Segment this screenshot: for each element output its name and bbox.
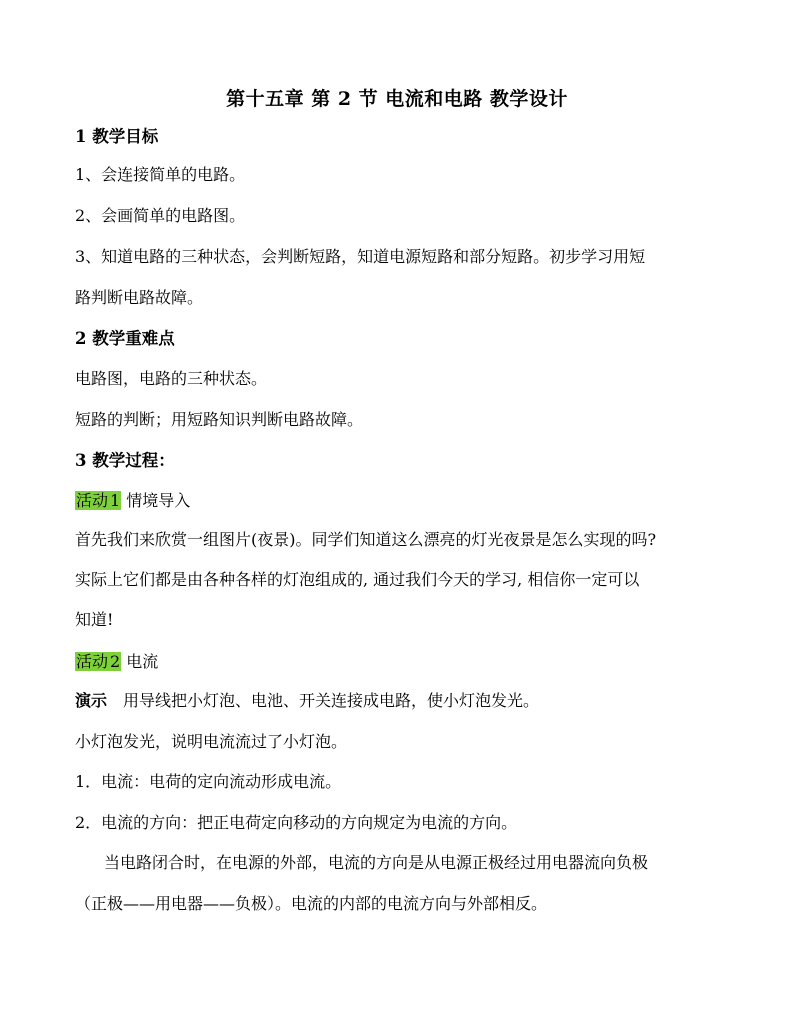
activity-2-heading — [75, 651, 735, 673]
activity-label: 电流 — [121, 652, 159, 671]
activity-2-text: 当电路闭合时，在电源的外部，电流的方向是从电源正极经过用电器流向负极 — [104, 853, 649, 872]
activity-1-text: 首先我们来欣赏一组图片(夜景)。同学们知道这么漂亮的灯光夜景是怎么实现的吗? — [75, 530, 657, 549]
demo-line — [75, 690, 735, 712]
demo-text: 用导线把小灯泡、电池、开关连接成电路，使小灯泡发光。 — [123, 691, 540, 710]
activity-1-text: 知道! — [75, 610, 114, 629]
demo-label: 演示 — [75, 691, 108, 710]
activity-highlight-tag: 活动 — [76, 652, 109, 671]
activity-highlight-tag: 活动 — [76, 491, 109, 510]
activity-2-text: （正极——用电器——负极）。电流的内部的电流方向与外部相反。 — [75, 894, 548, 913]
activity-number: 2 — [110, 652, 121, 671]
section-heading-key-points: 2 教学重难点 — [75, 329, 175, 348]
key-point-item: 电路图，电路的三种状态。 — [75, 369, 268, 388]
page-title: 第十五章 第 2 节 电流和电路 教学设计 — [226, 88, 568, 110]
activity-number: 1 — [110, 491, 121, 510]
objective-item: 3、知道电路的三种状态，会判断短路，知道电源短路和部分短路。初步学习用短 — [75, 247, 646, 266]
activity-2-text: 2．电流的方向：把正电荷定向移动的方向规定为电流的方向。 — [75, 813, 518, 832]
activity-2-text: 小灯泡发光，说明电流流过了小灯泡。 — [75, 732, 348, 751]
section-heading-objectives: 1 教学目标 — [75, 127, 159, 146]
objective-item-continued: 路判断电路故障。 — [75, 288, 204, 307]
activity-1-heading — [75, 490, 735, 512]
objective-item: 1、会连接简单的电路。 — [75, 165, 246, 184]
objective-item: 2、会画简单的电路图。 — [75, 206, 246, 225]
key-point-item: 短路的判断；用短路知识判断电路故障。 — [75, 410, 364, 429]
activity-2-text: 1．电流：电荷的定向流动形成电流。 — [75, 772, 342, 791]
activity-1-text: 实际上它们都是由各种各样的灯泡组成的, 通过我们今天的学习, 相信你一定可以 — [75, 570, 640, 589]
activity-label: 情境导入 — [121, 491, 191, 510]
section-heading-process: 3 教学过程： — [75, 451, 175, 470]
